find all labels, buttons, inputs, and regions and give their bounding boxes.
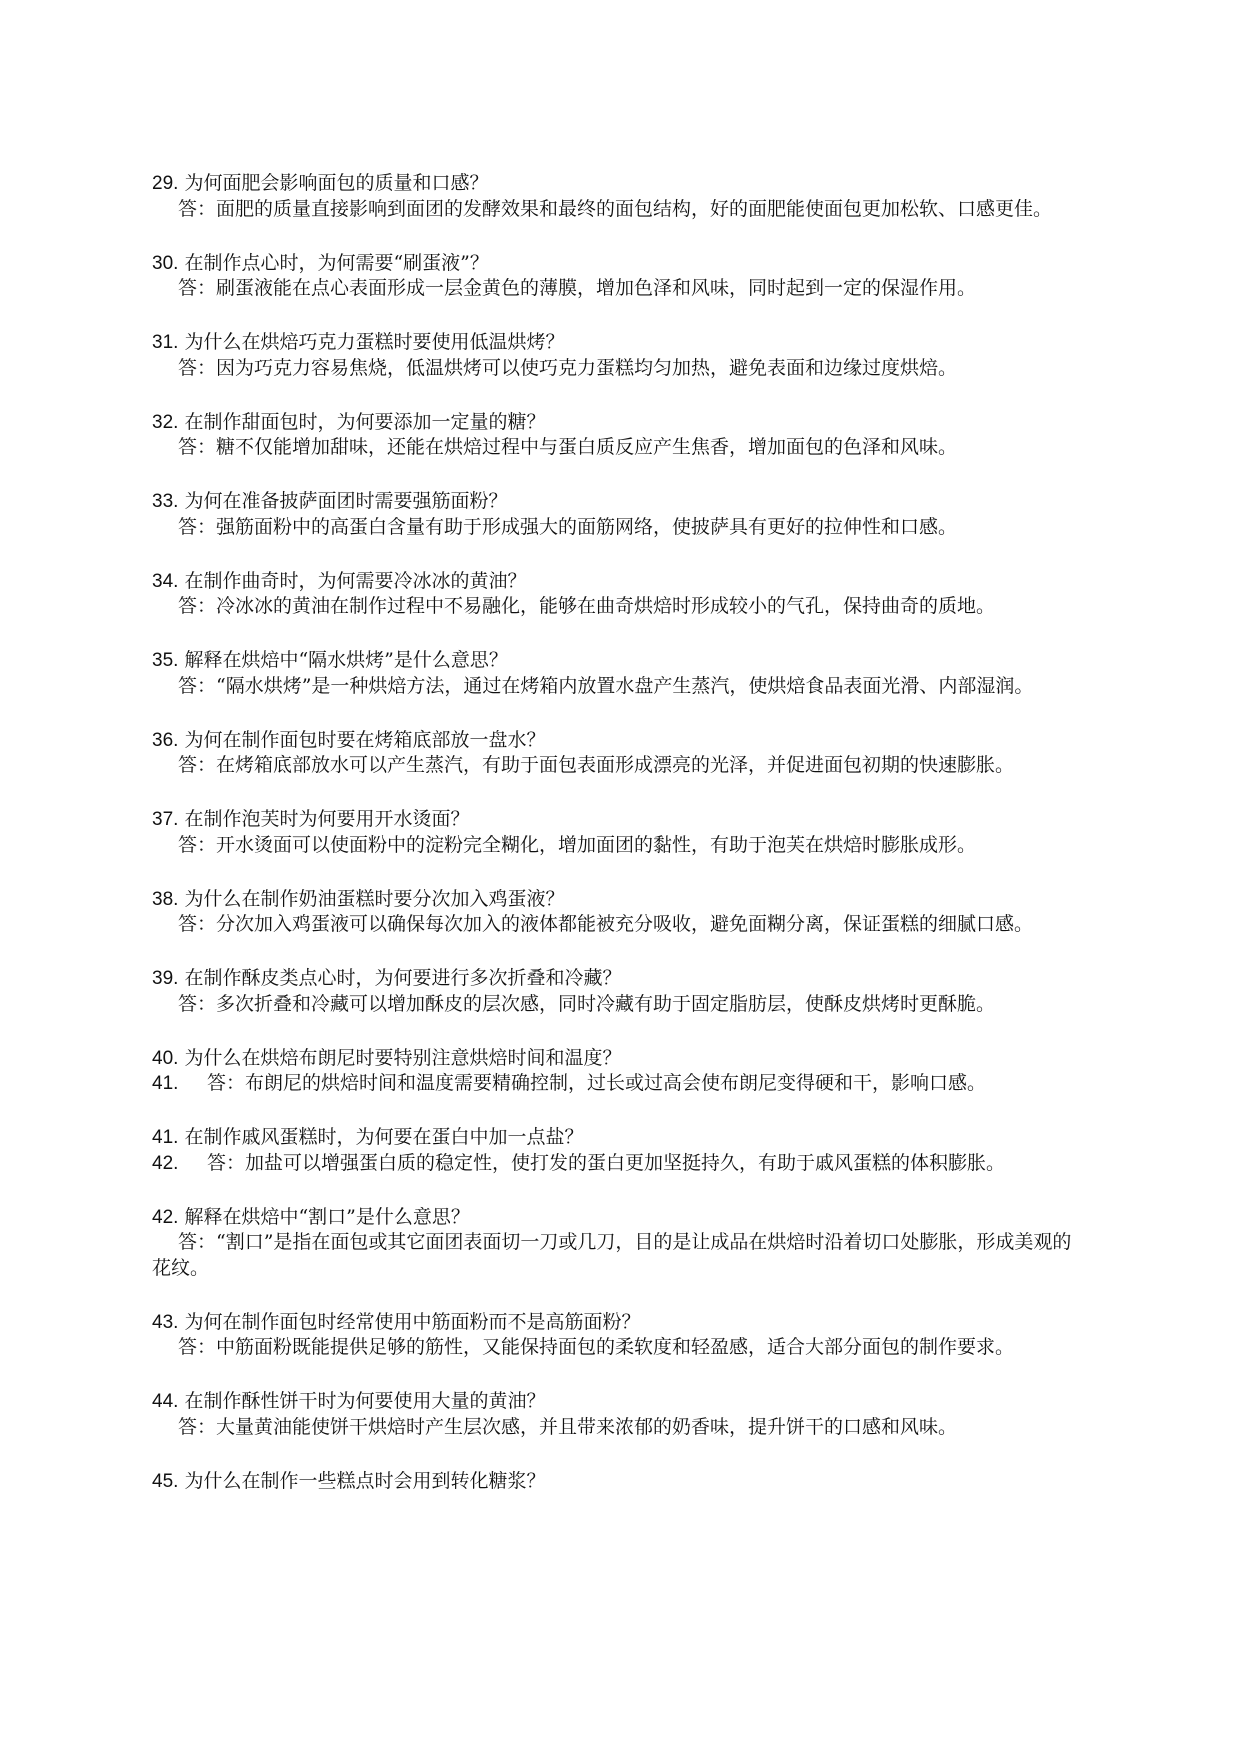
question-number: 30.: [152, 252, 179, 274]
question-number: 33.: [152, 491, 179, 512]
question-line: [152, 1310, 1082, 1336]
question-line: [152, 1205, 1082, 1231]
question-number: 42.: [152, 1206, 179, 1228]
question-text: 在制作曲奇时，为何需要冷冰冰的黄油？: [184, 569, 527, 592]
answer-body: 答：糖不仅能增加甜味，还能在烘焙过程中与蛋白质反应产生焦香，增加面包的色泽和风味。: [178, 436, 958, 458]
question-number: 43.: [152, 1311, 179, 1333]
question-line: [152, 1125, 1082, 1151]
qa-item: [152, 648, 1082, 699]
question-number: 44.: [152, 1391, 179, 1412]
question-line: [152, 1046, 1082, 1072]
answer-body: 答：中筋面粉既能提供足够的筋性，又能保持面包的柔软度和轻盈感，适合大部分面包的制作要求。: [178, 1336, 1015, 1358]
question-text: 为何在准备披萨面团时需要强筋面粉？: [184, 490, 508, 512]
answer-text: [152, 833, 1082, 859]
question-number: 29.: [152, 173, 179, 194]
question-number: 37.: [152, 809, 179, 830]
answer-body: 答：“隔水烘烤”是一种烘焙方法，通过在烤箱内放置水盘产生蒸汽，使烘焙食品表面光滑、内部湿润。: [178, 674, 1034, 697]
answer-text: [152, 197, 1082, 223]
answer-body: 答：面肥的质量直接影响到面团的发酵效果和最终的面包结构，好的面肥能使面包更加松软、口感更佳。: [178, 197, 1053, 220]
question-number: 36.: [152, 729, 179, 751]
qa-item: [152, 569, 1082, 620]
qa-item: [152, 1205, 1082, 1282]
answer-text: [152, 1151, 1082, 1177]
answer-body: 答：分次加入鸡蛋液可以确保每次加入的液体都能被充分吸收，避免面糊分离，保证蛋糕的细腻口感。: [178, 913, 1034, 935]
question-text: 为什么在烘焙巧克力蛋糕时要使用低温烘烤？: [184, 331, 565, 353]
question-text: 为何在制作面包时经常使用中筋面粉而不是高筋面粉？: [184, 1310, 641, 1333]
answer-body: 答：刷蛋液能在点心表面形成一层金黄色的薄膜，增加色泽和风味，同时起到一定的保湿作用。: [178, 277, 977, 299]
question-number: 45.: [152, 1470, 179, 1492]
qa-item: [152, 1125, 1082, 1176]
question-line: [152, 1389, 1082, 1415]
question-text: 为何面肥会影响面包的质量和口感？: [184, 172, 489, 194]
question-text: 解释在烘焙中“隔水烘烤”是什么意思？: [184, 649, 508, 671]
question-number: 38.: [152, 888, 179, 910]
answer-body: 答：“割口”是指在面包或其它面团表面切一刀或几刀，目的是让成品在烘焙时沿着切口处膨胀，形成美观的花纹。: [152, 1231, 1072, 1279]
qa-item: [152, 251, 1082, 302]
answer-text: [152, 276, 1082, 302]
qa-item: [152, 1310, 1082, 1361]
question-text: 为什么在制作奶油蛋糕时要分次加入鸡蛋液？: [184, 887, 565, 910]
question-text: 在制作点心时，为何需要“刷蛋液”？: [184, 251, 489, 274]
question-line: [152, 330, 1082, 356]
answer-text: [152, 753, 1082, 779]
qa-item: [152, 728, 1082, 779]
answer-text: [152, 1494, 1082, 1520]
answer-text: [152, 912, 1082, 938]
question-text: 在制作酥皮类点心时，为何要进行多次折叠和冷藏？: [184, 967, 622, 989]
answer-body: 答：强筋面粉中的高蛋白含量有助于形成强大的面筋网络，使披萨具有更好的拉伸性和口感。: [178, 515, 958, 538]
answer-body: 答：大量黄油能使饼干烘焙时产生层次感，并且带来浓郁的奶香味，提升饼干的口感和风味。: [178, 1415, 958, 1438]
question-number: 31.: [152, 332, 179, 353]
answer-text: [152, 1230, 1082, 1281]
question-number: 39.: [152, 968, 179, 989]
qa-item: [152, 489, 1082, 540]
question-text: 为什么在制作一些糕点时会用到转化糖浆？: [184, 1469, 546, 1492]
question-text: 为什么在烘焙布朗尼时要特别注意烘焙时间和温度？: [184, 1046, 622, 1069]
question-text: 在制作甜面包时，为何要添加一定量的糖？: [184, 410, 546, 433]
answer-text: [152, 515, 1082, 541]
question-line: [152, 966, 1082, 992]
qa-item: [152, 1469, 1082, 1520]
answer-body: 答：布朗尼的烘焙时间和温度需要精确控制，过长或过高会使布朗尼变得硬和干，影响口感。: [207, 1072, 987, 1094]
qa-list: [152, 171, 1082, 1548]
question-line: [152, 648, 1082, 674]
question-number: 41.: [152, 1127, 179, 1148]
answer-text: [152, 1415, 1082, 1441]
answer-text: [152, 674, 1082, 700]
question-text: 在制作泡芙时为何要用开水烫面？: [184, 808, 470, 830]
question-number: 40.: [152, 1047, 179, 1069]
answer-text: [152, 356, 1082, 382]
answer-body: 答：多次折叠和冷藏可以增加酥皮的层次感，同时冷藏有助于固定脂肪层，使酥皮烘烤时更酥脆。: [178, 992, 996, 1015]
question-line: [152, 251, 1082, 277]
answer-body: 答：因为巧克力容易焦烧，低温烘烤可以使巧克力蛋糕均匀加热，避免表面和边缘过度烘焙。: [178, 356, 958, 379]
question-number: 35.: [152, 650, 179, 671]
question-line: [152, 887, 1082, 913]
question-text: 在制作戚风蛋糕时，为何要在蛋白中加一点盐？: [184, 1126, 584, 1148]
answer-text: [152, 1071, 1082, 1097]
question-line: [152, 171, 1082, 197]
answer-text: [152, 992, 1082, 1018]
question-number: 32.: [152, 411, 179, 433]
question-text: 在制作酥性饼干时为何要使用大量的黄油？: [184, 1390, 546, 1412]
answer-text: [152, 594, 1082, 620]
answer-text: [152, 1335, 1082, 1361]
question-line: [152, 1469, 1082, 1495]
question-line: [152, 807, 1082, 833]
qa-item: [152, 807, 1082, 858]
qa-item: [152, 1389, 1082, 1440]
answer-body: 答：在烤箱底部放水可以产生蒸汽，有助于面包表面形成漂亮的光泽，并促进面包初期的快速膨胀。: [178, 754, 1015, 776]
answer-stray-number: 42.: [152, 1152, 179, 1174]
qa-item: [152, 330, 1082, 381]
question-text: 为何在制作面包时要在烤箱底部放一盘水？: [184, 728, 546, 751]
question-line: [152, 410, 1082, 436]
answer-body: 答：冷冰冰的黄油在制作过程中不易融化，能够在曲奇烘焙时形成较小的气孔，保持曲奇的质地。: [178, 595, 996, 617]
answer-stray-number: 41.: [152, 1073, 179, 1094]
question-line: [152, 489, 1082, 515]
question-number: 34.: [152, 570, 179, 592]
question-text: 解释在烘焙中“割口”是什么意思？: [184, 1205, 470, 1228]
answer-text: [152, 435, 1082, 461]
qa-item: [152, 410, 1082, 461]
qa-item: [152, 1046, 1082, 1097]
qa-item: [152, 966, 1082, 1017]
question-line: [152, 569, 1082, 595]
qa-item: [152, 171, 1082, 222]
question-line: [152, 728, 1082, 754]
qa-item: [152, 887, 1082, 938]
answer-body: 答：加盐可以增强蛋白质的稳定性，使打发的蛋白更加坚挺持久，有助于戚风蛋糕的体积膨胀。: [207, 1151, 1006, 1174]
answer-body: 答：开水烫面可以使面粉中的淀粉完全糊化，增加面团的黏性，有助于泡芙在烘焙时膨胀成形。: [178, 833, 977, 856]
